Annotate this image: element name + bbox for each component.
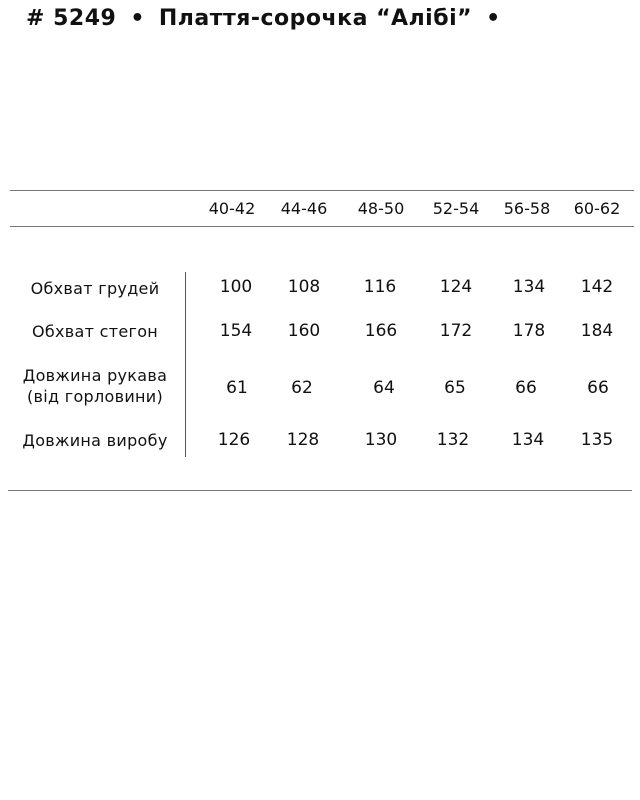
row-label-sleeve-line1: Довжина рукава	[22, 366, 168, 385]
table-cell: 124	[439, 277, 473, 297]
table-bottom-line	[8, 490, 632, 491]
separator-dot-end: •	[486, 6, 501, 31]
table-cell: 132	[436, 430, 470, 450]
table-cell: 61	[226, 378, 248, 398]
table-cell: 66	[515, 378, 537, 398]
page-title	[26, 6, 501, 31]
table-header-line	[10, 226, 634, 227]
size-header-cell: 52-54	[432, 199, 480, 218]
size-header-cell: 44-46	[280, 199, 328, 218]
table-cell: 154	[219, 321, 253, 341]
table-cell: 108	[287, 277, 321, 297]
size-header-cell: 60-62	[573, 199, 621, 218]
table-cell: 65	[444, 378, 466, 398]
table-cell: 126	[217, 430, 251, 450]
table-cell: 134	[512, 277, 546, 297]
table-cell: 160	[287, 321, 321, 341]
table-cell: 172	[439, 321, 473, 341]
table-cell: 166	[364, 321, 398, 341]
table-cell: 130	[364, 430, 398, 450]
row-label-sleeve	[10, 365, 180, 407]
row-label-length: Довжина виробу	[22, 431, 168, 450]
product-name: Плаття-сорочка “Алібі”	[158, 6, 473, 31]
table-cell: 64	[373, 378, 395, 398]
table-cell: 100	[219, 277, 253, 297]
table-cell: 128	[286, 430, 320, 450]
table-cell: 184	[580, 321, 614, 341]
size-header-cell: 40-42	[208, 199, 256, 218]
row-label-hips: Обхват стегон	[31, 322, 159, 341]
separator-dot: •	[130, 6, 145, 31]
table-cell: 116	[363, 277, 397, 297]
size-header-cell: 48-50	[357, 199, 405, 218]
table-cell: 62	[291, 378, 313, 398]
table-top-line	[10, 190, 634, 191]
table-cell: 142	[580, 277, 614, 297]
row-label-chest: Обхват грудей	[30, 279, 160, 298]
table-label-divider	[185, 272, 186, 457]
table-cell: 66	[587, 378, 609, 398]
table-cell: 134	[511, 430, 545, 450]
table-cell: 178	[512, 321, 546, 341]
size-header-cell: 56-58	[503, 199, 551, 218]
product-code: # 5249	[26, 6, 117, 31]
row-label-sleeve-line2: (від горловини)	[26, 387, 164, 406]
table-cell: 135	[580, 430, 614, 450]
